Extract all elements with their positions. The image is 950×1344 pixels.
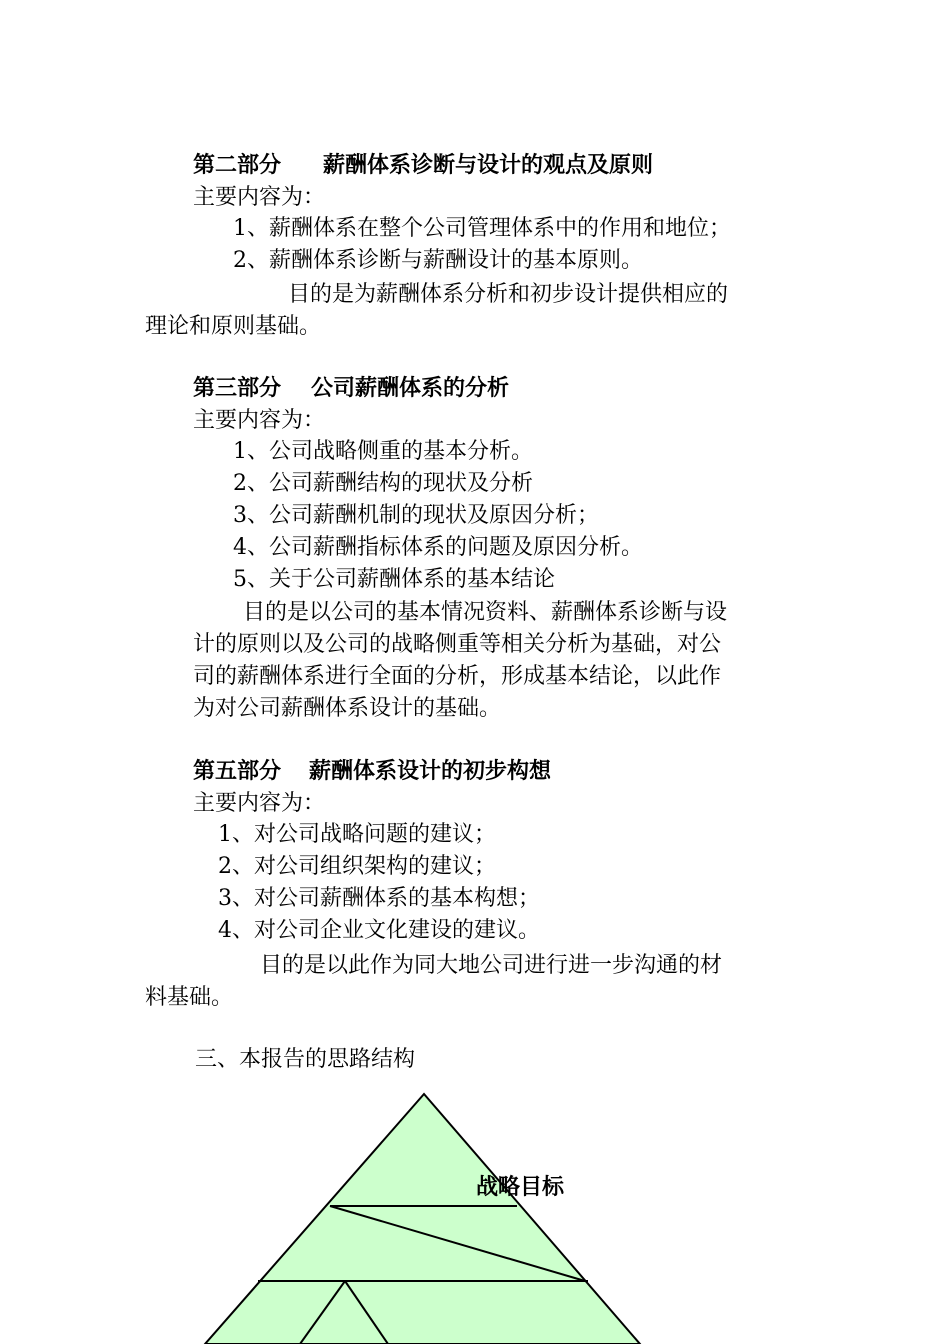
part5-item-3: 3、对公司薪酬体系的基本构想； [218, 886, 540, 911]
part3-purpose-line-3: 司的薪酬体系进行全面的分析，形成基本结论，以此作 [193, 664, 722, 689]
part3-intro: 主要内容为： [193, 408, 326, 433]
part5-purpose-line-2: 料基础。 [145, 985, 234, 1010]
pyramid-top-label: 战略目标 [476, 1175, 565, 1200]
part3-purpose-line-2: 计的原则以及公司的战略侧重等相关分析为基础，对公 [193, 632, 722, 657]
part3-title: 公司薪酬体系的分析 [311, 376, 510, 401]
part5-item-4: 4、对公司企业文化建设的建议。 [218, 918, 540, 943]
part3-item-5: 5、关于公司薪酬体系的基本结论 [233, 567, 555, 592]
pyramid-body [205, 1094, 640, 1344]
part5-label: 第五部分 [193, 759, 282, 784]
part5-title: 薪酬体系设计的初步构想 [309, 759, 552, 784]
part5-heading [193, 756, 551, 788]
section3-heading: 三、本报告的思路结构 [195, 1047, 416, 1072]
part5-intro: 主要内容为： [193, 791, 326, 816]
part3-heading [193, 373, 509, 405]
part2-item-2: 2、薪酬体系诊断与薪酬设计的基本原则。 [233, 248, 643, 273]
part3-purpose-line-1: 目的是以公司的基本情况资料、薪酬体系诊断与设 [243, 600, 728, 625]
part3-purpose-line-4: 为对公司薪酬体系设计的基础。 [193, 696, 502, 721]
part3-item-2: 2、公司薪酬结构的现状及分析 [233, 471, 533, 496]
part3-item-3: 3、公司薪酬机制的现状及原因分析； [233, 503, 599, 528]
part3-label: 第三部分 [193, 376, 282, 401]
part2-heading [193, 150, 653, 182]
strategy-pyramid-diagram [0, 1080, 950, 1344]
part2-title: 薪酬体系诊断与设计的观点及原则 [323, 153, 654, 178]
part2-item-1: 1、薪酬体系在整个公司管理体系中的作用和地位； [233, 216, 731, 241]
part5-purpose-line-1: 目的是以此作为同大地公司进行进一步沟通的材 [260, 953, 723, 978]
part2-purpose-line-1: 目的是为薪酬体系分析和初步设计提供相应的 [288, 282, 729, 307]
part2-intro: 主要内容为： [193, 185, 326, 210]
part3-item-1: 1、公司战略侧重的基本分析。 [233, 439, 533, 464]
part2-purpose-line-2: 理论和原则基础。 [145, 314, 322, 339]
part5-item-1: 1、对公司战略问题的建议； [218, 822, 496, 847]
part5-item-2: 2、对公司组织架构的建议； [218, 854, 496, 879]
part2-label: 第二部分 [193, 153, 282, 178]
part3-item-4: 4、公司薪酬指标体系的问题及原因分析。 [233, 535, 643, 560]
